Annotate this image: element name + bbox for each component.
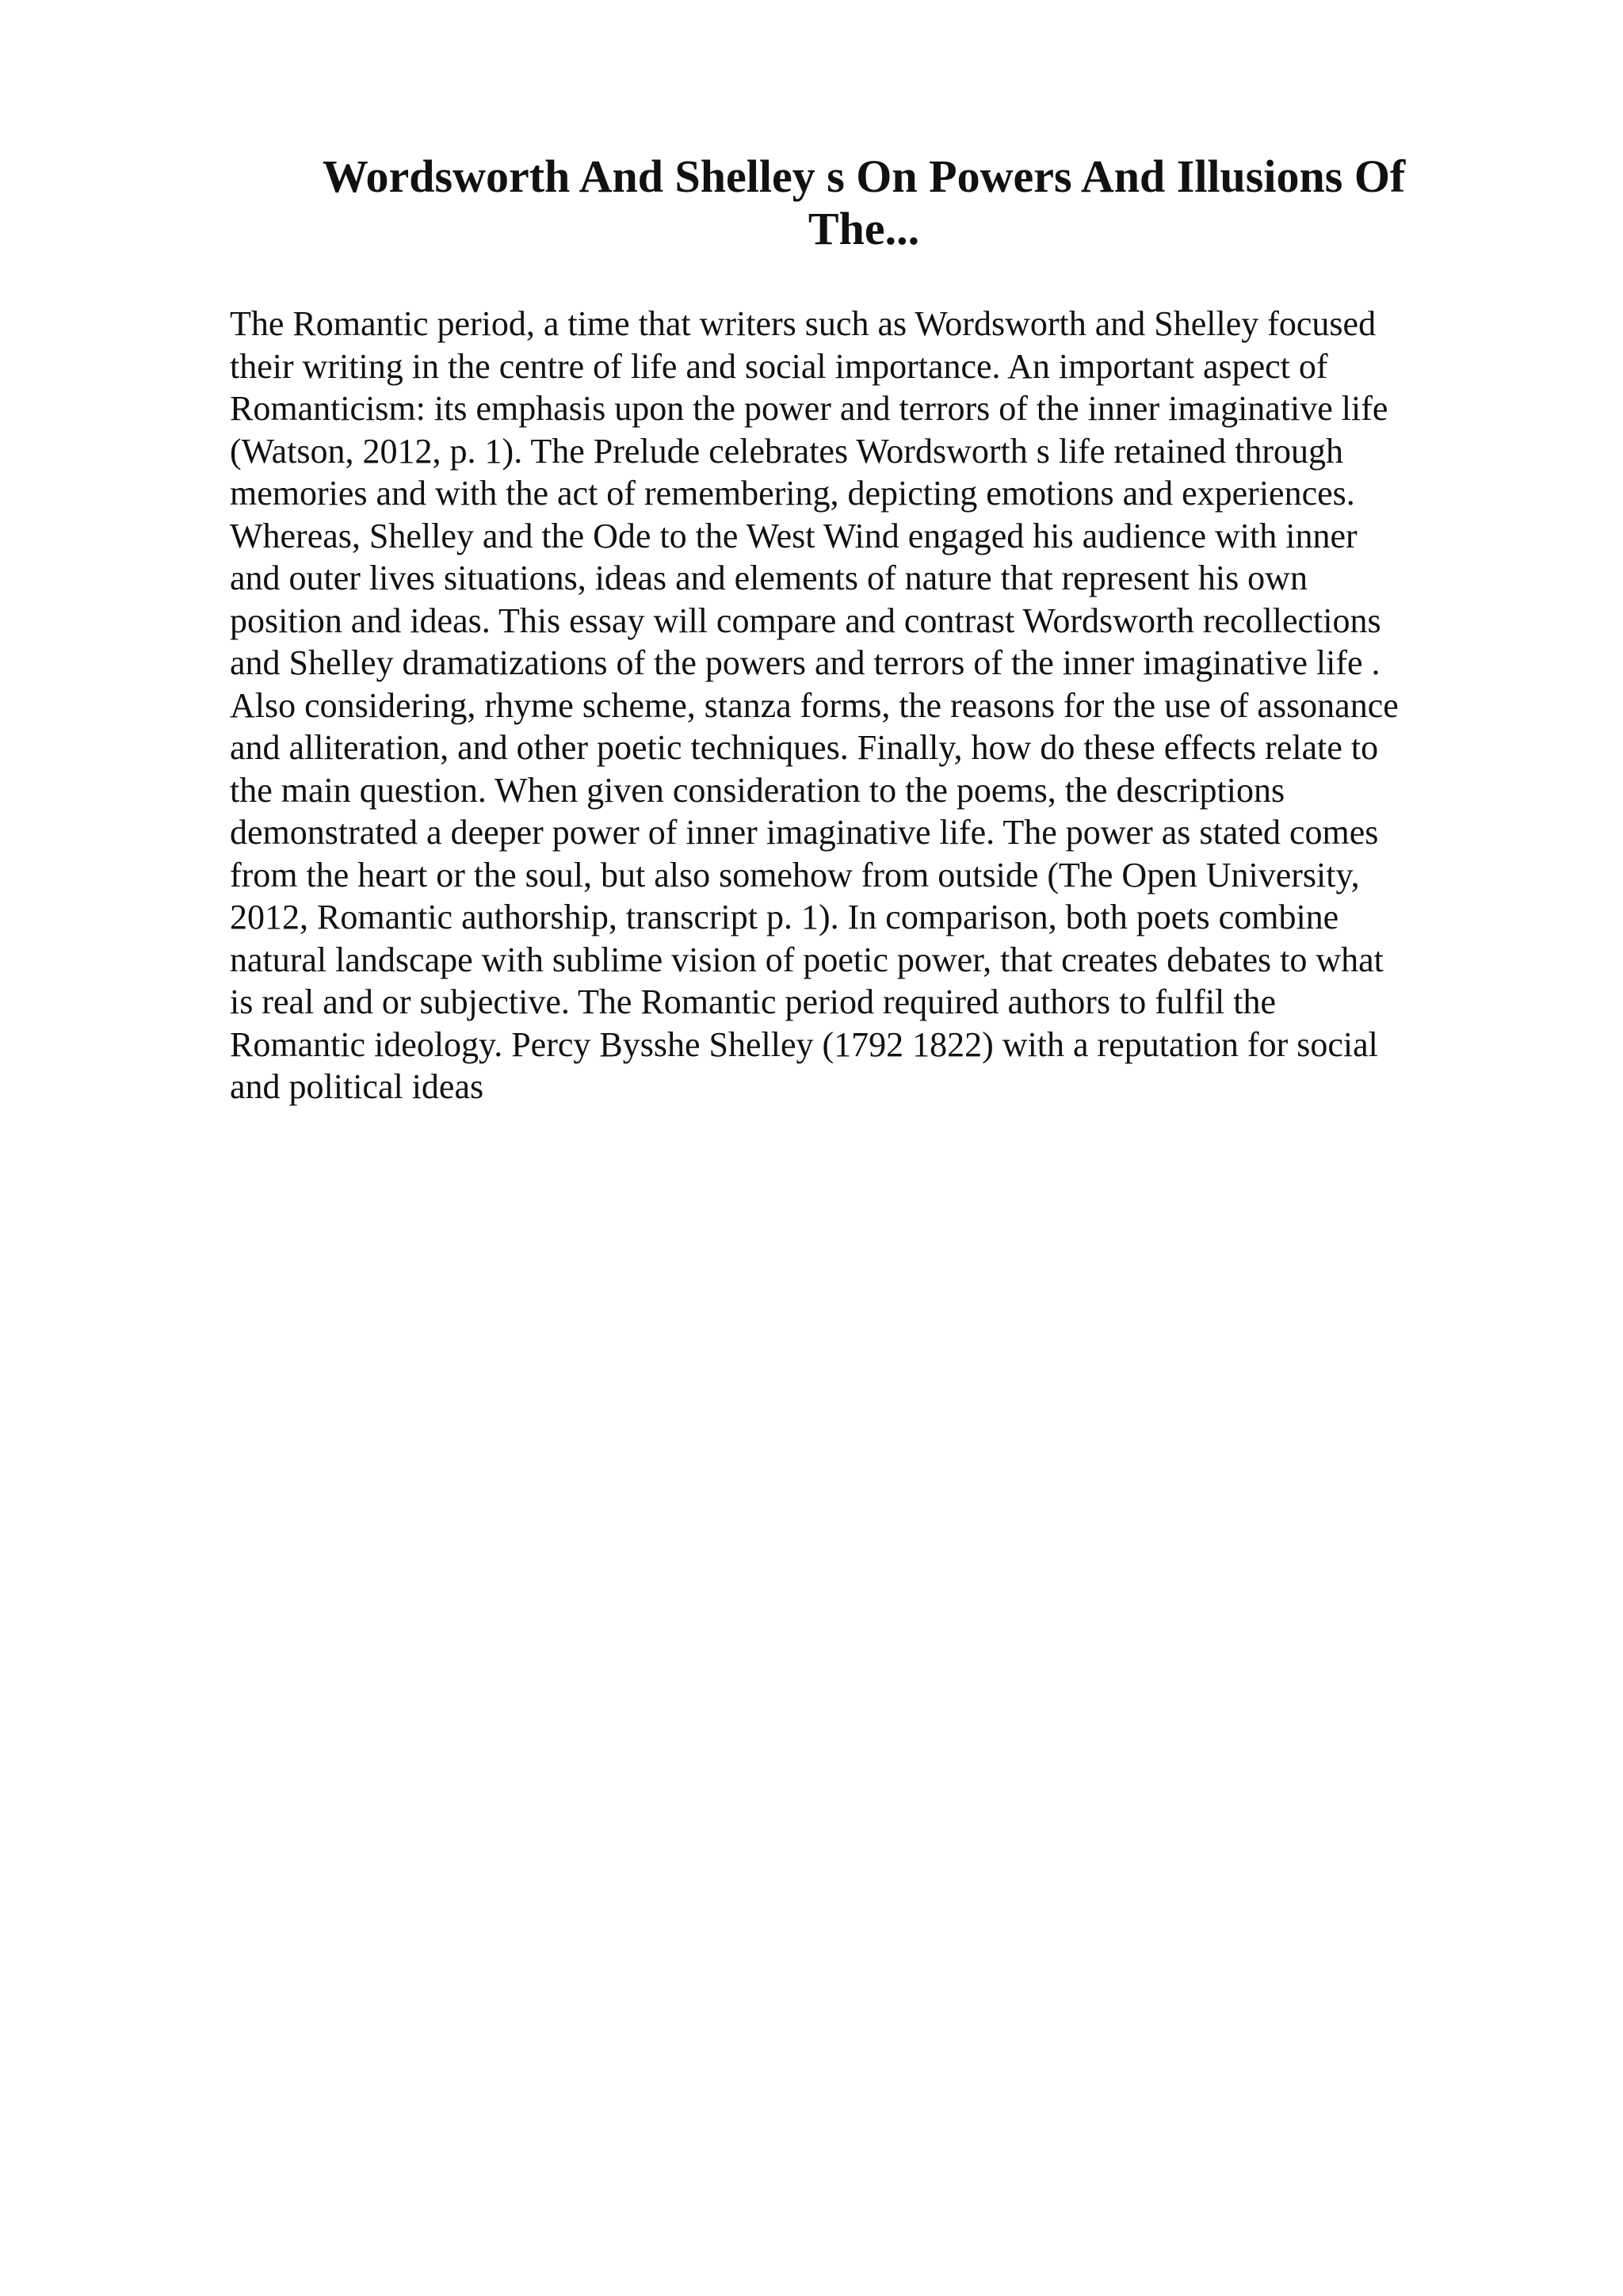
document-title	[230, 151, 1498, 255]
body-line: Romanticism: its emphasis upon the power and terrors of the inner imaginative life	[230, 389, 1388, 428]
title-line: Wordsworth And Shelley s On Powers And Illusions Of	[322, 151, 1406, 202]
body-line: (Watson, 2012, p. 1). The Prelude celebrates Wordsworth s life retained through	[230, 431, 1344, 471]
body-line: and political ideas	[230, 1067, 484, 1106]
body-line: natural landscape with sublime vision of poetic power, that creates debates to what	[230, 940, 1384, 979]
body-line: the main question. When given consideration to the poems, the descriptions	[230, 770, 1285, 810]
body-line: is real and or subjective. The Romantic period required authors to fulfil the	[230, 982, 1277, 1021]
body-line: their writing in the centre of life and social importance. An important aspect of	[230, 346, 1328, 386]
title-line: The...	[808, 203, 920, 254]
body-line: demonstrated a deeper power of inner imaginative life. The power as stated comes	[230, 813, 1379, 852]
body-line: memories and with the act of remembering, depicting emotions and experiences.	[230, 474, 1355, 513]
body-line: The Romantic period, a time that writers such as Wordsworth and Shelley focused	[230, 304, 1377, 343]
body-line: Also considering, rhyme scheme, stanza forms, the reasons for the use of assonance	[230, 685, 1399, 725]
essay-body	[230, 303, 1466, 1108]
body-line: position and ideas. This essay will compare and contrast Wordsworth recollections	[230, 601, 1381, 640]
body-line: Romantic ideology. Percy Bysshe Shelley (1792 1822) with a reputation for social	[230, 1024, 1378, 1064]
body-line: Whereas, Shelley and the Ode to the West Wind engaged his audience with inner	[230, 516, 1358, 555]
body-line: and alliteration, and other poetic techniques. Finally, how do these effects relate to	[230, 728, 1379, 767]
body-line: and Shelley dramatizations of the powers and terrors of the inner imaginative life .	[230, 643, 1381, 682]
body-line: from the heart or the soul, but also somehow from outside (The Open University,	[230, 855, 1360, 894]
body-line: and outer lives situations, ideas and elements of nature that represent his own	[230, 559, 1308, 597]
body-line: 2012, Romantic authorship, transcript p. 1). In comparison, both poets combine	[230, 898, 1339, 936]
